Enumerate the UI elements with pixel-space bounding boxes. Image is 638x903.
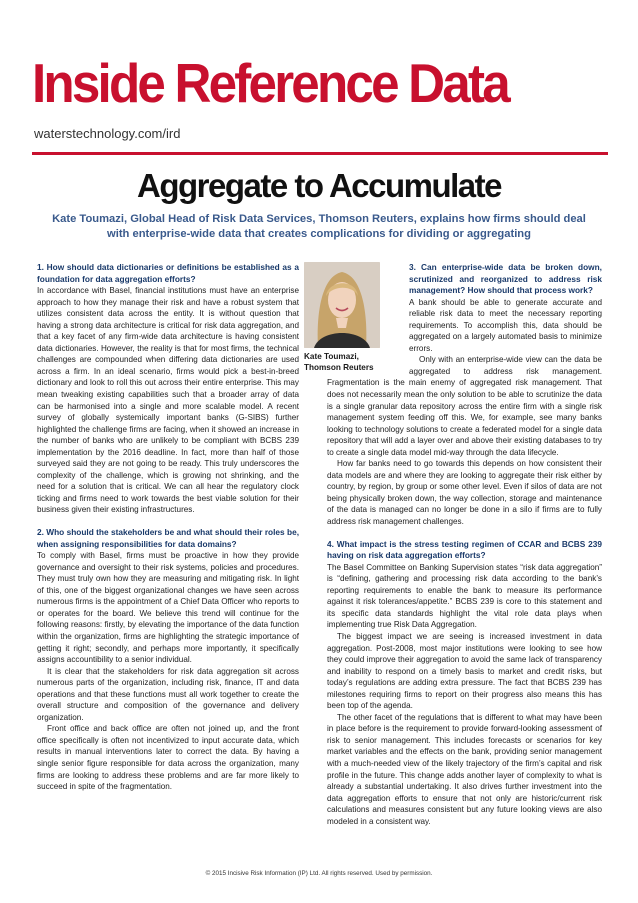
answer-paragraph: Only with an enterprise-wide view can the data be aggregated to address risk management. Fragmentation is the main enemy of aggregated risk management. That does not necessarily mean the only solution to be able to scrutinize the data is a single granular data repository across the entire firm with a single risk management system feeding off this. We, for example, see many banks looking to technology solutions to create a federated model for a single data repository that will add a layer over and above their existing databases to try to create a single data model mid-way through the data lifecycle. [327,355,602,457]
caption-organization: Thomson Reuters [304,363,374,372]
answer-paragraph: How far banks need to go towards this depends on how consistent their data models are and where they are looking to aggregate their risk either by country, by region, by group or some other level. Even if silos of data are not being physically broken down, the way collection, storage and maintenance of the data is managed can no longer be done in a silo if firms are to fully address risk management challenges. [327,459,602,527]
article-column-left [37,262,299,793]
photo-caption [304,351,384,373]
author-photo [304,262,380,348]
masthead-title: Inside Reference Data [32,52,508,114]
question-heading: 2. Who should the stakeholders be and what should their roles be, when assigning responsibilities for data domains? [37,527,299,549]
masthead-url[interactable]: waterstechnology.com/ird [34,126,181,141]
caption-name: Kate Toumazi, [304,352,359,361]
question-heading: 3. Can enterprise-wide data be broken down, scrutinized and reorganized to address risk management? How should that process work? [409,262,602,296]
answer-paragraph: Front office and back office are often not joined up, and the front office specifically is often not incentivized to input accurate data, which results in manual interventions later to correct the data. By having a single senior figure responsible for data across the organization, many firms are looking to address these problems and are far more likely to succeed in spite of the fragmentation. [37,724,299,792]
answer-paragraph: It is clear that the stakeholders for risk data aggregation sit across numerous parts of the organization, including risk, finance, IT and data operations and that these functions must all work together to create the overall structure and composition of the governance and delivery organization. [37,666,299,722]
article-headline: Aggregate to Accumulate [136,167,501,204]
question-heading: 4. What impact is the stress testing regimen of CCAR and BCBS 239 having on risk data aggregation efforts? [327,538,602,561]
answer-paragraph: The other facet of the regulations that is different to what may have been in place before is the requirement to provide forward-looking assessment of risk to senior management. This includes forecasts or scenarios for key market variables and the effects on the bank, providing senior management with a much-needed view of the likely trajectory of the firm’s capital and risk profile in the future. This change adds another layer of complexity to what is already a substantial undertaking. It also drives further investment into the data aggregation efforts to ensure that not only are historic/current risk calculations and measures consistent but any future looking views are also modeled in a consistent way. [327,712,602,826]
answer-paragraph: To comply with Basel, firms must be proactive in how they provide governance and oversight to their risk systems, policies and procedures. They must truly own how they are measuring and mitigating risk. In light of this, one of the biggest organizational changes we have seen across numerous firms is the appointment of a Chief Data Officer who reports to or operates for the board. We believe this trend will continue for the following reasons: firstly, by elevating the importance of the data function within the organization, firms are highlighting the strategic importance of getting it right; secondly, and perhaps more importantly, it specifically assigns accountibility to a senior individual. [37,551,299,665]
question-heading: 1. How should data dictionaries or definitions be established as a foundation for data aggregation efforts? [37,262,299,284]
article-standfirst: Kate Toumazi, Global Head of Risk Data Services, Thomson Reuters, explains how firms should deal with enterprise-wide data that creates complications for dividing or aggregating [52,213,586,240]
answer-paragraph: A bank should be able to generate accurate and reliable risk data to meet the necessary reporting requirements. To accomplish this, data should be aggregated on a largely automated basis to minimize errors. [409,297,602,353]
answer-paragraph: In accordance with Basel, financial institutions must have an enterprise approach to how they manage their risk and have a robust system that utilizes consistent data across the entity. It is without question that having a strong data architecture is critical for risk data aggregation, and that a key facet of any firm-wide data architecture is having consistent data dictionaries. However, the reality is that for most firms, the technical challenges are compounded when differing data dictionaries are used across a firm. In an ideal scenario, firms would pick a best-in-breed dictionary and look to roll this out across their entire enterprise. This may mean tweaking existing capabilities such that a broader array of data can be harmonised into a single and more scalable model. A recent survey of globally systemically important banks (G-SIBS) further highlighted the challenge firms are facing, when it showed an increase in the number of banks who are unlikely to be compliant with BCBS 239 implementation by the 2016 deadline. In fact, more than half of those surveyed said they are not going to be ready. This truly underscores the complexity of the challenge, which is growing not shrinking, and the need for a solution that is critical. We can all hear the regulatory clock ticking and firms need to work towards the best viable solution for their business given their existing infrastructures. [37,286,299,515]
portrait-illustration [304,262,380,348]
answer-paragraph: The biggest impact we are seeing is increased investment in data aggregation. Post-2008, most major institutions were looking to see how they could improve their aggregation to avoid the same lack of transparency and inability to respond on a timely basis to market and credit risks, but today’s regulations are adding extra pressure. The fact that BCBS 239 has milestones requiring firms to report on their progress also means this has been top of the agenda. [327,631,602,711]
answer-paragraph: The Basel Committee on Banking Supervision states “risk data aggregation” is “defining, gathering and processing risk data according to the bank’s reporting requirements to enable the bank to measure its performance against it risk tolerances/appetite.” BCBS 239 is core to this statement and its specific data standards highlight the vital role data plays when implementing true Risk Data Aggregation. [327,562,602,630]
author-photo-block [304,262,384,382]
masthead-divider [32,152,608,155]
copyright-footer: © 2015 Incisive Risk Information (IP) Ltd. All rights reserved. Used by permission. [205,870,433,877]
